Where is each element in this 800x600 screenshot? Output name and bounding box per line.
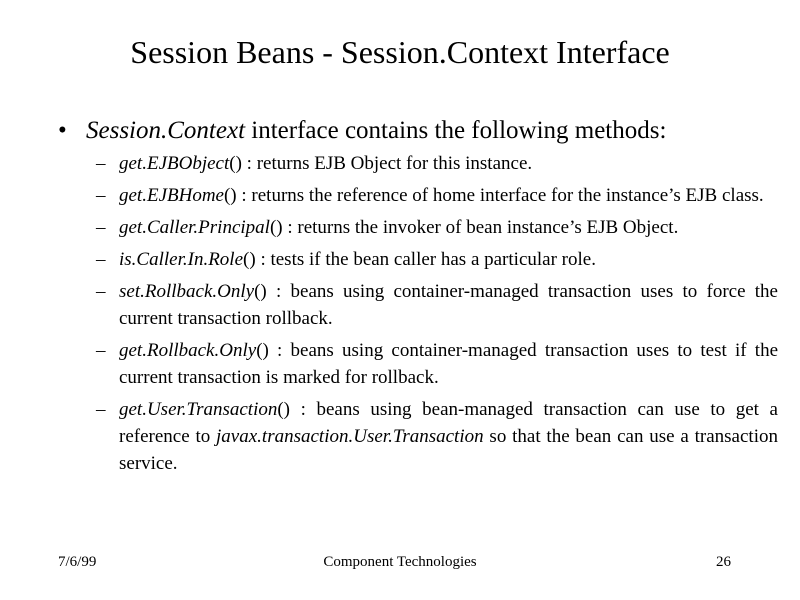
dash-marker: –: [96, 399, 106, 420]
page-number: 26: [716, 554, 731, 570]
bullet-italic-term: Session.Context: [86, 117, 246, 144]
method-name: get.User.Transaction: [119, 399, 278, 420]
footer-center-text: Component Technologies: [323, 554, 477, 570]
dash-marker: –: [96, 340, 106, 361]
dash-marker: –: [96, 217, 106, 238]
method-description: : returns the invoker of bean instance’s EJB Object.: [282, 217, 679, 238]
dash-marker: –: [96, 249, 106, 270]
method-description: : beans using container-managed transaction uses to force the current transaction rollback.: [119, 281, 778, 329]
method-parens: (): [223, 185, 237, 206]
method-item-set-rollback-only: [96, 278, 778, 332]
method-name: get.Rollback.Only: [119, 340, 257, 361]
method-parens: (): [256, 340, 269, 361]
method-description-italic: javax.transaction.User.Transaction: [216, 426, 484, 447]
method-description: : returns the reference of home interface for the instance’s EJB class.: [236, 185, 764, 206]
method-item-get-rollback-only: [96, 337, 778, 391]
method-name: set.Rollback.Only: [119, 281, 255, 302]
dash-marker: –: [96, 281, 106, 302]
method-parens: (): [277, 399, 291, 420]
method-name: get.EJBObject: [119, 153, 230, 174]
method-description-tail: so that the bean can use a transaction service.: [119, 426, 778, 474]
dash-marker: –: [96, 185, 106, 206]
method-list: [96, 150, 778, 482]
footer-date: 7/6/99: [58, 554, 97, 570]
bullet-text: interface contains the following methods:: [245, 117, 667, 144]
method-parens: (): [243, 249, 256, 270]
method-parens: (): [229, 153, 242, 174]
bullet-marker: •: [58, 117, 67, 144]
method-item-get-user-transaction: [96, 396, 778, 477]
method-description: : beans using container-managed transaction uses to test if the current transaction is marked for rollback.: [119, 340, 778, 388]
method-description: : beans using bean-managed transaction can use to get a reference to: [119, 399, 778, 447]
method-parens: (): [254, 281, 267, 302]
method-name: get.EJBHome: [119, 185, 224, 206]
method-name: get.Caller.Principal: [119, 217, 270, 238]
method-description: : tests if the bean caller has a particular role.: [255, 249, 596, 270]
slide-title: Session Beans - Session.Context Interface: [130, 34, 670, 70]
method-item-is-caller-in-role: [96, 246, 778, 273]
method-item-get-caller-principal: [96, 214, 778, 241]
method-parens: (): [269, 217, 283, 238]
main-bullet: [58, 114, 778, 148]
method-description: : returns EJB Object for this instance.: [241, 153, 533, 174]
method-item-get-ejb-home: [96, 182, 778, 209]
dash-marker: –: [96, 153, 106, 174]
method-name: is.Caller.In.Role: [119, 249, 244, 270]
method-item-get-ejb-object: [96, 150, 778, 177]
